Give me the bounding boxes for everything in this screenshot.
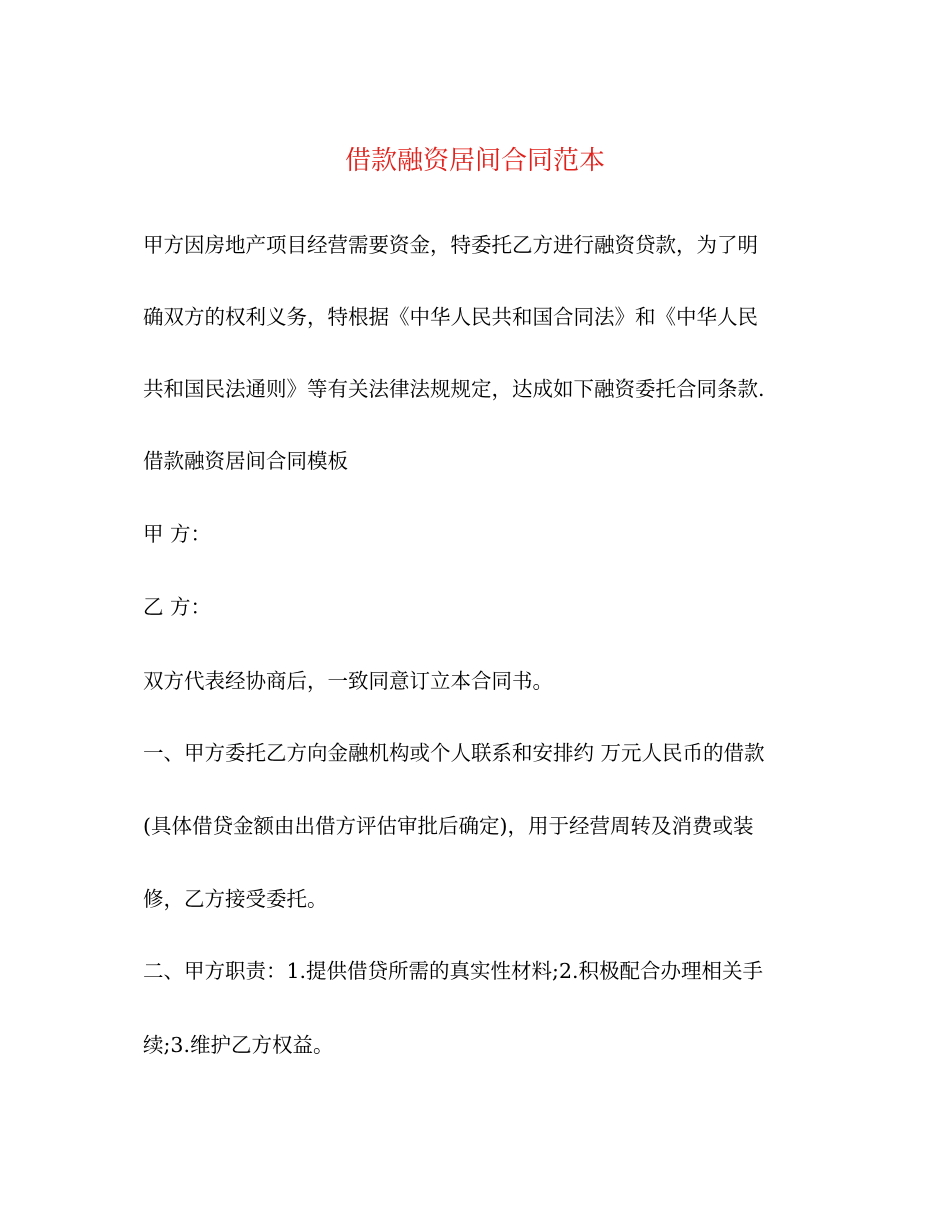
clause-line: 修，乙方接受委托。 xyxy=(143,887,328,911)
party-b-label: 乙 方： xyxy=(143,595,212,619)
paragraph-line: 共和国民法通则》等有关法律法规规定，达成如下融资委托合同条款. xyxy=(143,377,765,401)
paragraph-line: 确双方的权利义务，特根据《中华人民共和国合同法》和《中华人民 xyxy=(143,305,758,329)
clause-line: 续;3.维护乙方权益。 xyxy=(143,1033,334,1057)
paragraph-line: 甲方因房地产项目经营需要资金，特委托乙方进行融资贷款，为了明 xyxy=(143,233,758,257)
section-heading: 借款融资居间合同模板 xyxy=(143,449,348,473)
clause-line: 一、甲方委托乙方向金融机构或个人联系和安排约 万元人民币的借款 xyxy=(143,741,765,765)
party-a-label: 甲 方： xyxy=(143,522,212,546)
document-title: 借款融资居间合同范本 xyxy=(344,146,605,176)
clause-line: 二、甲方职责：1.提供借贷所需的真实性材料;2.积极配合办理相关手 xyxy=(143,959,764,983)
clause-line: (具体借贷金额由出借方评估审批后确定)，用于经营周转及消费或装 xyxy=(143,814,754,838)
paragraph-line: 双方代表经协商后，一致同意订立本合同书。 xyxy=(143,669,553,693)
